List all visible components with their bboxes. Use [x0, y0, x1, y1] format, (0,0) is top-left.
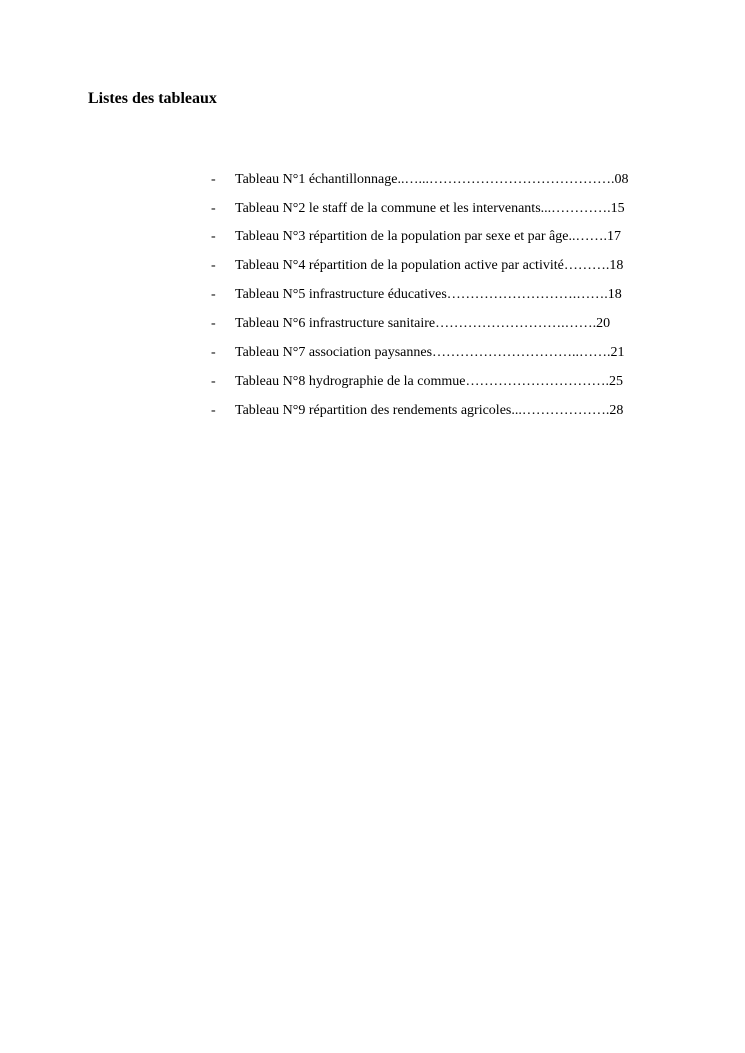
- toc-bullet: -: [211, 345, 216, 360]
- toc-entry-text: Tableau N°3 répartition de la population par sexe et par âge..…….17: [235, 229, 621, 244]
- toc-entry-text: Tableau N°9 répartition des rendements agricoles...……………….28: [235, 403, 624, 418]
- toc-entry-text: Tableau N°7 association paysannes…………………………..…….21: [235, 345, 625, 360]
- toc-entry-text: Tableau N°5 infrastructure éducatives……………………….…….18: [235, 287, 622, 302]
- page-title: Listes des tableaux: [88, 90, 217, 107]
- toc-bullet: -: [211, 229, 216, 244]
- toc-entry-text: Tableau N°2 le staff de la commune et les intervenants...………….15: [235, 201, 625, 216]
- toc-entry-text: Tableau N°6 infrastructure sanitaire……………………….…….20: [235, 316, 611, 331]
- toc-bullet: -: [211, 316, 216, 331]
- toc-bullet: -: [211, 287, 216, 302]
- toc-entry-text: Tableau N°8 hydrographie de la commue………………………….25: [235, 374, 623, 389]
- toc-bullet: -: [211, 201, 216, 216]
- toc-bullet: -: [211, 172, 216, 187]
- toc-bullet: -: [211, 403, 216, 418]
- toc-entry-text: Tableau N°4 répartition de la population active par activité……….18: [235, 258, 624, 273]
- toc-bullet: -: [211, 258, 216, 273]
- toc-bullet: -: [211, 374, 216, 389]
- toc-entry-text: Tableau N°1 échantillonnage..…...………………………………….08: [235, 172, 629, 187]
